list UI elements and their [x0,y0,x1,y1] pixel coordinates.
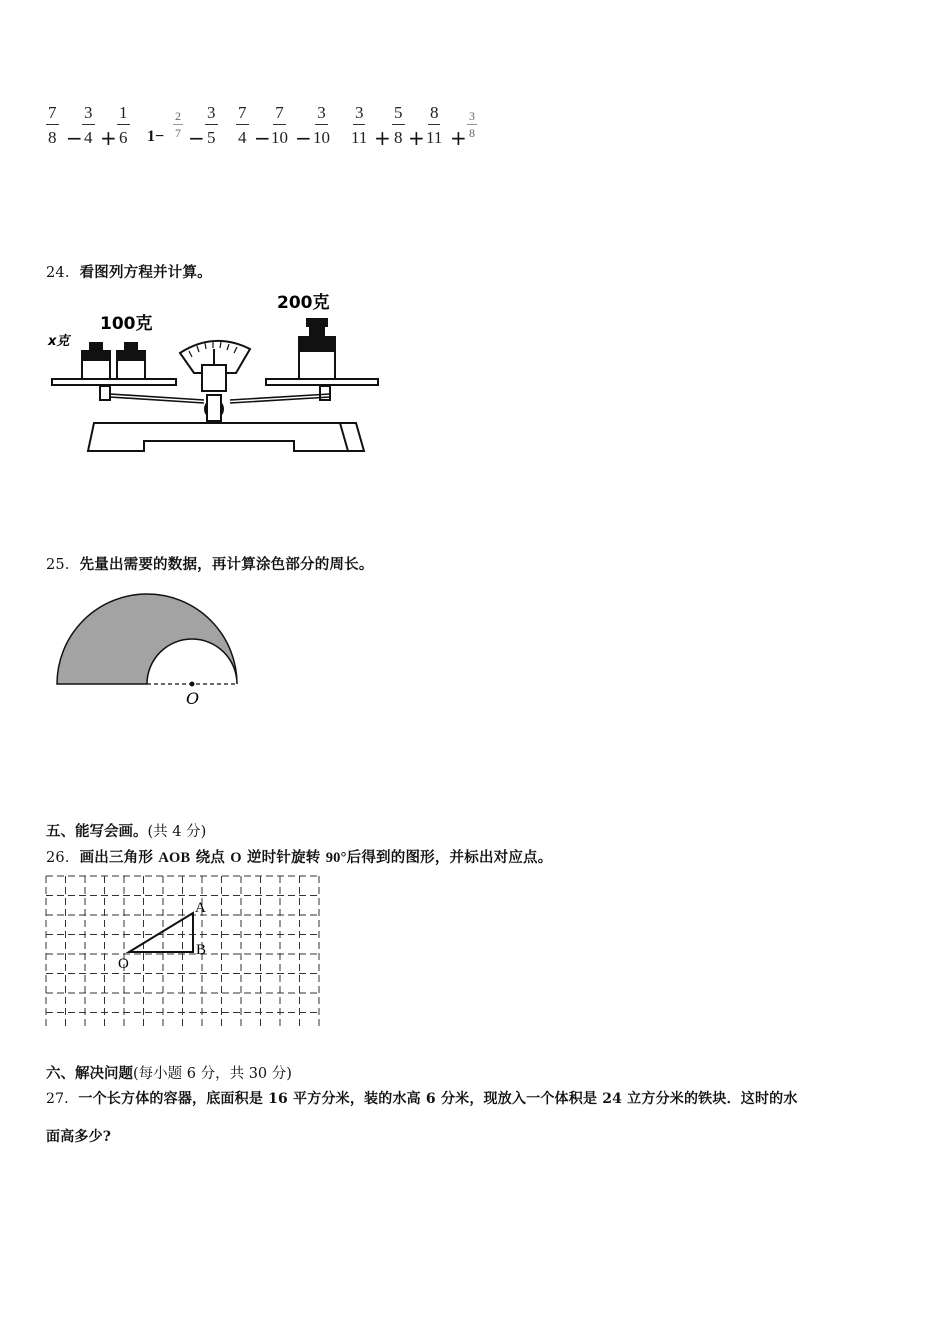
question-27-continued [46,1126,111,1146]
label-a: A [195,900,206,916]
question-text-line-2: 面高多少? [46,1129,112,1145]
shaded-region [57,594,237,684]
question-number: 26． [46,850,80,866]
question-27 [46,1088,798,1108]
fraction: $\frac{3}{4}$ [84,103,93,147]
one-minus: 1− [147,128,165,145]
fraction: $\frac{7}{4}$ [238,103,247,147]
question-24 [46,261,212,282]
plus-operator: + [408,126,425,150]
minus-operator: − [295,126,312,150]
question-text-line-1: 一个长方体的容器，底面积是 16 平方分米，装的水高 6 分米，现放入一个体积是 24 立方分米的铁块．这时的水 [78,1091,798,1107]
plus-operator: + [450,126,467,150]
center-label: O [186,689,200,708]
question-26: 26．画出三角形 AOB 绕点 O 逆时针旋转 90°后得到的图形，并标出对应点。 [46,849,553,866]
fraction: $\frac{3}{11}$ [351,103,368,147]
question-text: 先量出需要的数据，再计算涂色部分的周长。 [79,556,374,573]
left-weight-1 [82,343,110,381]
fraction: $\frac{5}{8}$ [394,103,403,147]
gauge [180,341,250,421]
grid-figure [44,874,324,1032]
question-number: 25． [46,557,80,573]
label-b: B [196,942,207,958]
fraction: $\frac{3}{8}$ [469,109,475,140]
fraction: $\frac{7}{8}$ [48,103,57,147]
x-gram-label: x克 [48,334,70,349]
base [88,423,364,451]
fraction: $\frac{1}{6}$ [119,103,128,147]
semicircle-figure [50,585,250,715]
right-weight [299,319,335,381]
minus-operator: − [254,126,271,150]
minus-operator: − [188,126,205,150]
section-five-heading: 五、能写会画。(共 4 分) [46,823,207,840]
fraction: $\frac{7}{10}$ [271,103,288,147]
fraction: $\frac{3}{10}$ [313,103,330,147]
hundred-gram-label: 100克 [100,314,153,334]
question-number: 27． [46,1091,79,1107]
fraction: $\frac{8}{11}$ [426,103,443,147]
center-point [190,682,195,687]
two-hundred-gram-label: 200克 [277,293,330,313]
plus-operator: + [374,126,391,150]
fraction: $\frac{3}{5}$ [207,103,216,147]
question-25 [46,553,374,574]
left-weight-2 [117,343,145,381]
minus-operator: − [66,126,83,150]
triangle-aob [129,913,193,952]
section-six-heading: 六、解决问题(每小题 6 分，共 30 分) [46,1065,292,1082]
question-number: 24． [46,265,80,281]
label-o: O [118,956,129,972]
question-text: 看图列方程并计算。 [79,264,212,281]
balance-scale-figure [44,285,389,457]
fraction: $\frac{2}{7}$ [175,109,181,140]
plus-operator: + [100,126,117,150]
